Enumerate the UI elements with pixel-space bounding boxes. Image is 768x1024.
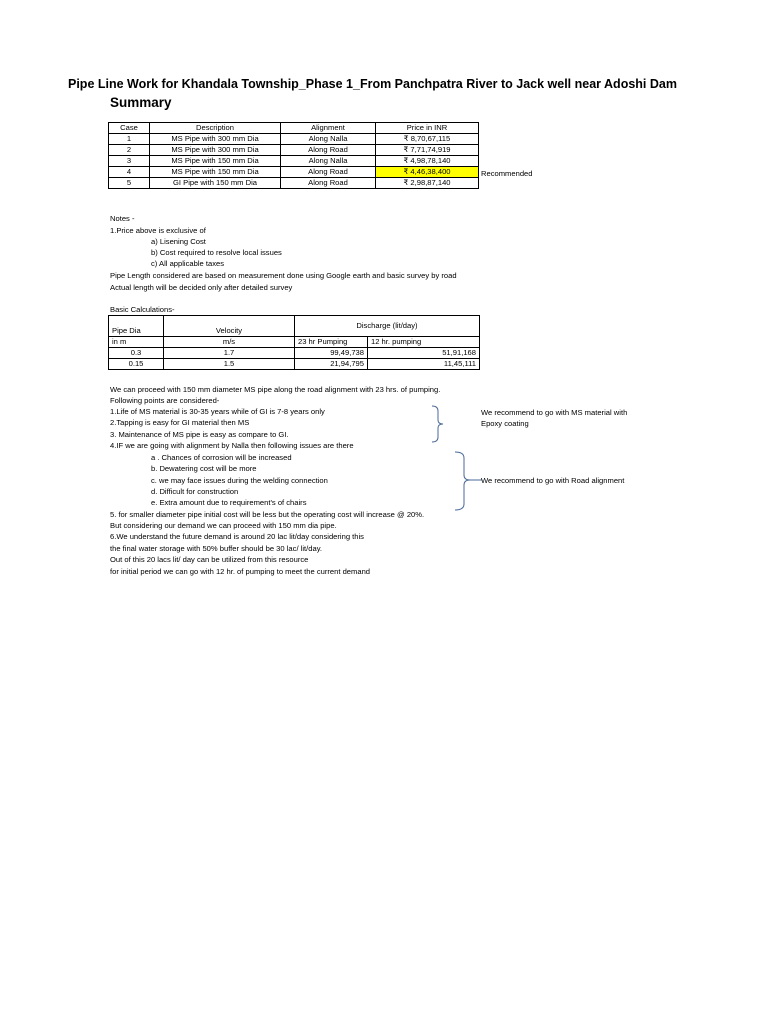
header-pipe-dia: Pipe Dia xyxy=(109,326,164,337)
table-row xyxy=(109,134,479,145)
cell-price: ₹ 4,98,78,140 xyxy=(376,156,479,167)
cell-alignment: Along Road xyxy=(281,145,376,156)
summary-table xyxy=(108,122,479,189)
calc-table xyxy=(108,315,480,370)
body-sub-item: c. we may face issues during the welding connection xyxy=(151,476,328,485)
table-row-recommended xyxy=(109,167,479,178)
cell-case: 3 xyxy=(109,156,150,167)
body-sub-item: b. Dewatering cost will be more xyxy=(151,464,257,473)
table-row xyxy=(109,359,480,370)
table-header-row xyxy=(109,316,480,327)
table-unit-row xyxy=(109,337,480,348)
header-velocity: Velocity xyxy=(164,326,295,337)
summary-heading: Summary xyxy=(110,95,172,110)
calc-heading: Basic Calculations- xyxy=(110,305,175,314)
cell-price: ₹ 2,98,87,140 xyxy=(376,178,479,189)
table-header-row xyxy=(109,123,479,134)
note-line: Actual length will be decided only after detailed survey xyxy=(110,283,293,292)
cell-case: 4 xyxy=(109,167,150,178)
cell-description: MS Pipe with 300 mm Dia xyxy=(150,145,281,156)
cell-price: ₹ 8,70,67,115 xyxy=(376,134,479,145)
cell-12hr: 51,91,168 xyxy=(368,348,480,359)
body-line: Out of this 20 lacs lit/ day can be utilized from this resource xyxy=(110,555,309,564)
header-12hr: 12 hr. pumping xyxy=(368,337,480,348)
col-case: Case xyxy=(109,123,150,134)
body-line: We can proceed with 150 mm diameter MS pipe along the road alignment with 23 hrs. of pumping. xyxy=(110,385,441,394)
table-row xyxy=(109,156,479,167)
cell-case: 2 xyxy=(109,145,150,156)
body-sub-item: e. Extra amount due to requirement's of chairs xyxy=(151,498,307,507)
cell-price: ₹ 7,71,74,919 xyxy=(376,145,479,156)
note-sub-item: b) Cost required to resolve local issues xyxy=(151,248,282,257)
cell-23hr: 21,94,795 xyxy=(295,359,368,370)
recommended-label: Recommended xyxy=(481,169,533,178)
note-line: 1.Price above is exclusive of xyxy=(110,226,206,235)
recommend-road: We recommend to go with Road alignment xyxy=(481,476,625,485)
body-line: But considering our demand we can proceed with 150 mm dia pipe. xyxy=(110,521,337,530)
cell-velocity: 1.7 xyxy=(164,348,295,359)
cell-description: MS Pipe with 150 mm Dia xyxy=(150,167,281,178)
unit-m: in m xyxy=(109,337,164,348)
table-row xyxy=(109,145,479,156)
cell-pipe-dia: 0.15 xyxy=(109,359,164,370)
cell-pipe-dia: 0.3 xyxy=(109,348,164,359)
cell-alignment: Along Road xyxy=(281,178,376,189)
cell-12hr: 11,45,111 xyxy=(368,359,480,370)
cell-description: GI Pipe with 150 mm Dia xyxy=(150,178,281,189)
cell-price-highlighted: ₹ 4,46,38,400 xyxy=(376,167,479,178)
cell-alignment: Along Nalla xyxy=(281,134,376,145)
note-sub-item: c) All applicable taxes xyxy=(151,259,225,268)
body-line: 5. for smaller diameter pipe initial cost will be less but the operating cost will increase @ 20%. xyxy=(110,510,425,519)
body-line: 6.We understand the future demand is around 20 lac lit/day considering this xyxy=(110,532,364,541)
recommend-ms-line2: Epoxy coating xyxy=(481,419,529,428)
body-sub-item: a . Chances of corrosion will be increased xyxy=(151,453,292,462)
header-velocity-spacer xyxy=(164,316,295,327)
unit-ms: m/s xyxy=(164,337,295,348)
body-line: the final water storage with 50% buffer should be 30 lac/ lit/day. xyxy=(110,544,323,553)
col-description: Description xyxy=(150,123,281,134)
table-row xyxy=(109,348,480,359)
note-line: Pipe Length considered are based on measurement done using Google earth and basic survey by road xyxy=(110,271,457,280)
cell-alignment: Along Road xyxy=(281,167,376,178)
header-pipe-dia xyxy=(109,316,164,327)
body-line: for initial period we can go with 12 hr. of pumping to meet the current demand xyxy=(110,567,371,576)
body-sub-item: d. Difficult for construction xyxy=(151,487,239,496)
cell-velocity: 1.5 xyxy=(164,359,295,370)
header-discharge: Discharge (lit/day) xyxy=(295,316,480,337)
col-price: Price in INR xyxy=(376,123,479,134)
recommend-ms-line1: We recommend to go with MS material with xyxy=(481,408,628,417)
page-title: Pipe Line Work for Khandala Township_Phase 1_From Panchpatra River to Jack well near Adoshi Dam xyxy=(68,77,677,91)
cell-case: 1 xyxy=(109,134,150,145)
col-alignment: Alignment xyxy=(281,123,376,134)
body-line: 1.Life of MS material is 30-35 years while of GI is 7-8 years only xyxy=(110,407,325,416)
cell-alignment: Along Nalla xyxy=(281,156,376,167)
cell-23hr: 99,49,738 xyxy=(295,348,368,359)
brace-ms-recommendation xyxy=(428,405,448,443)
header-23hr: 23 hr Pumping xyxy=(295,337,368,348)
cell-description: MS Pipe with 300 mm Dia xyxy=(150,134,281,145)
body-line: Following points are considered- xyxy=(110,396,220,405)
cell-description: MS Pipe with 150 mm Dia xyxy=(150,156,281,167)
body-line: 4.IF we are going with alignment by Nalla then following issues are there xyxy=(110,441,354,450)
notes-heading: Notes - xyxy=(110,214,135,223)
brace-road-recommendation xyxy=(452,450,484,512)
body-line: 2.Tapping is easy for GI material then MS xyxy=(110,418,250,427)
note-sub-item: a) Lisening Cost xyxy=(151,237,206,246)
body-line: 3. Maintenance of MS pipe is easy as compare to GI. xyxy=(110,430,289,439)
cell-case: 5 xyxy=(109,178,150,189)
table-row xyxy=(109,178,479,189)
